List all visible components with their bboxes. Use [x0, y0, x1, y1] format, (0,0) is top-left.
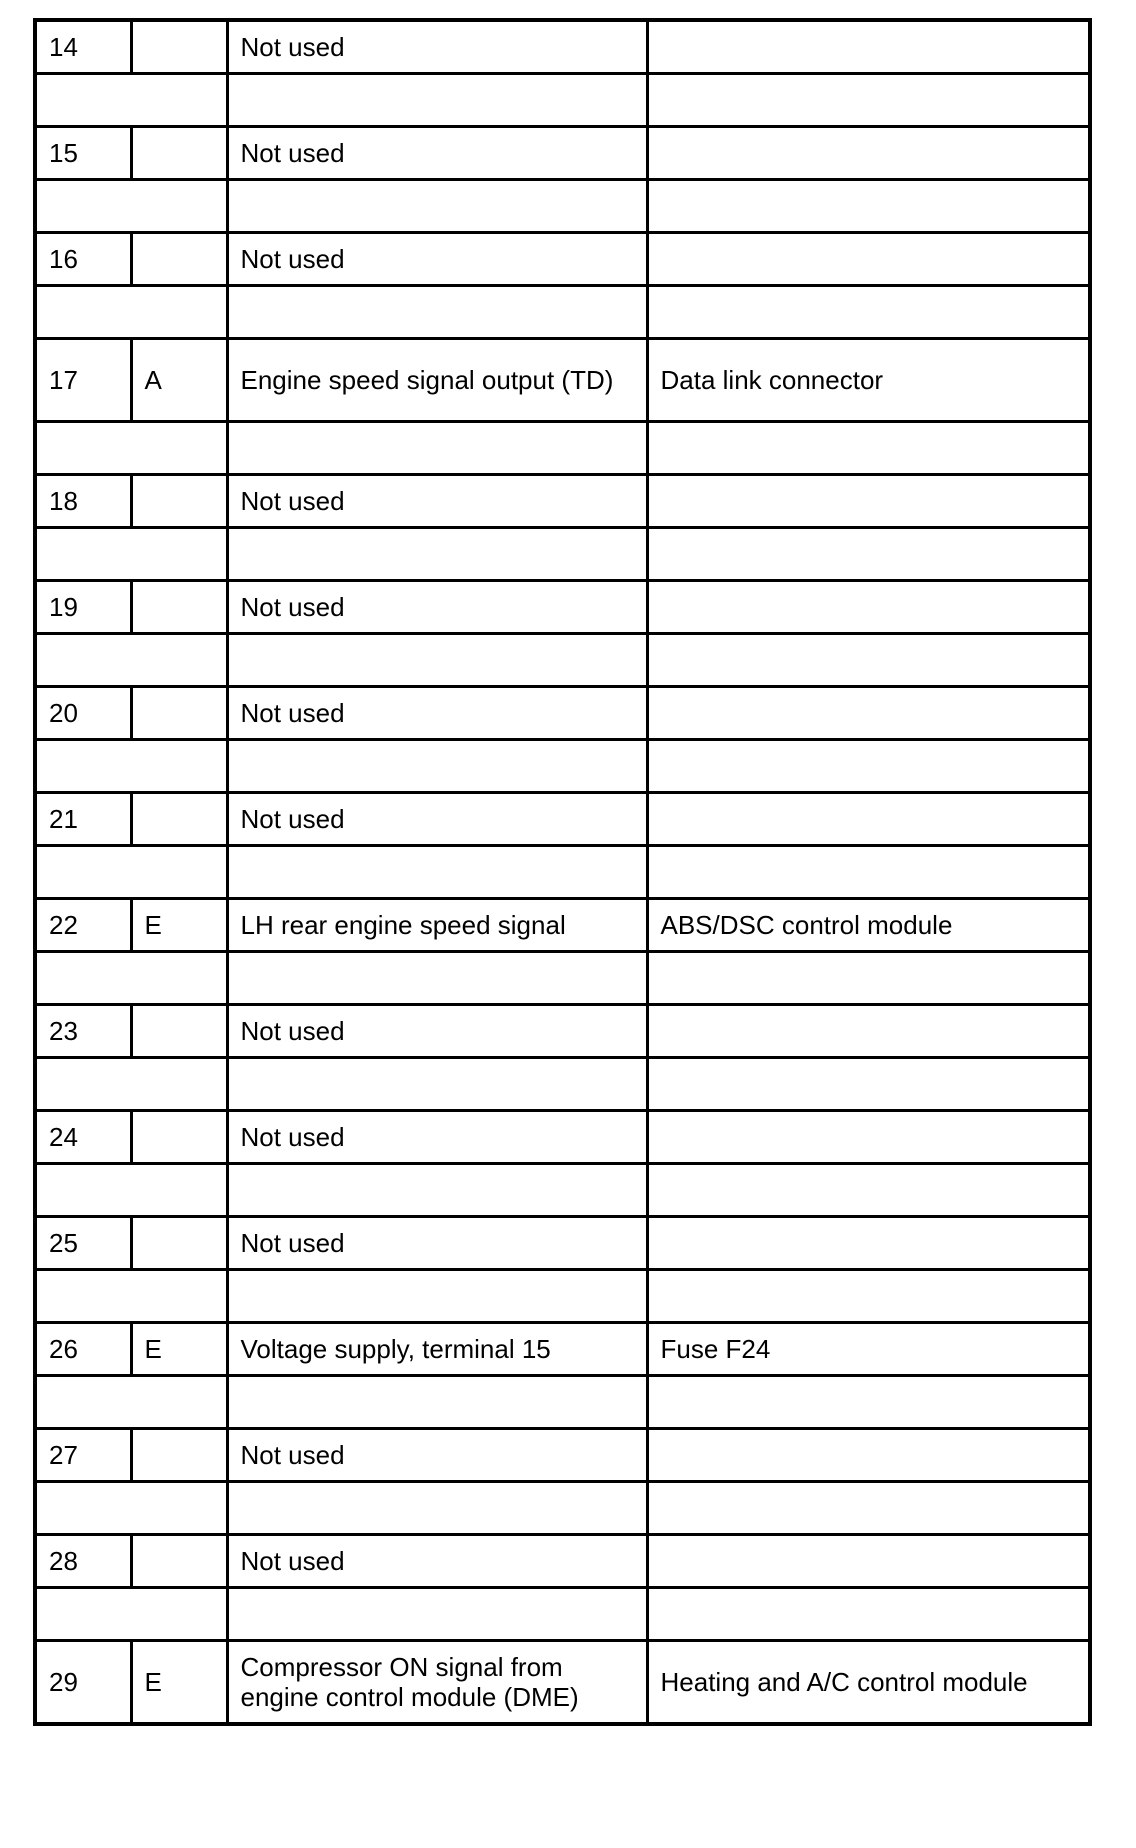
- connection-cell: [647, 1429, 1090, 1482]
- description-cell: Not used: [227, 233, 647, 286]
- pin-number-cell: 14: [35, 20, 131, 74]
- connection-cell: [647, 233, 1090, 286]
- empty-cell: [35, 1482, 227, 1535]
- empty-cell: [647, 1270, 1090, 1323]
- empty-cell: [35, 422, 227, 475]
- connection-cell: [647, 793, 1090, 846]
- connection-cell: [647, 1535, 1090, 1588]
- empty-cell: [227, 1058, 647, 1111]
- empty-cell: [227, 1376, 647, 1429]
- description-cell: Not used: [227, 793, 647, 846]
- description-cell: Engine speed signal output (TD): [227, 339, 647, 422]
- empty-cell: [227, 1270, 647, 1323]
- pin-number-cell: 16: [35, 233, 131, 286]
- signal-type-cell: [131, 793, 227, 846]
- description-cell: Voltage supply, terminal 15: [227, 1323, 647, 1376]
- connection-cell: [647, 687, 1090, 740]
- connection-cell: Fuse F24: [647, 1323, 1090, 1376]
- pin-number-cell: 29: [35, 1641, 131, 1725]
- pin-number-cell: 20: [35, 687, 131, 740]
- description-cell: Not used: [227, 1535, 647, 1588]
- empty-cell: [35, 180, 227, 233]
- empty-cell: [227, 74, 647, 127]
- spacer-row: [35, 846, 1090, 899]
- empty-cell: [227, 286, 647, 339]
- table-row: [35, 20, 1090, 74]
- empty-cell: [647, 74, 1090, 127]
- table-row: [35, 475, 1090, 528]
- pin-number-cell: 22: [35, 899, 131, 952]
- pin-table-body: [35, 20, 1090, 1724]
- spacer-row: [35, 1270, 1090, 1323]
- pin-number-cell: 26: [35, 1323, 131, 1376]
- signal-type-cell: [131, 1429, 227, 1482]
- empty-cell: [647, 422, 1090, 475]
- empty-cell: [647, 1058, 1090, 1111]
- empty-cell: [35, 74, 227, 127]
- signal-type-cell: [131, 20, 227, 74]
- description-cell: Not used: [227, 1005, 647, 1058]
- description-cell: Not used: [227, 1429, 647, 1482]
- table-row: [35, 1111, 1090, 1164]
- empty-cell: [647, 846, 1090, 899]
- empty-cell: [647, 1164, 1090, 1217]
- pin-number-cell: 15: [35, 127, 131, 180]
- empty-cell: [35, 952, 227, 1005]
- signal-type-cell: [131, 581, 227, 634]
- connection-cell: Data link connector: [647, 339, 1090, 422]
- spacer-row: [35, 74, 1090, 127]
- signal-type-cell: [131, 1535, 227, 1588]
- empty-cell: [227, 846, 647, 899]
- signal-type-cell: A: [131, 339, 227, 422]
- description-cell: Not used: [227, 475, 647, 528]
- description-cell: Not used: [227, 127, 647, 180]
- table-row: [35, 127, 1090, 180]
- empty-cell: [35, 1270, 227, 1323]
- table-row: [35, 1535, 1090, 1588]
- empty-cell: [647, 1482, 1090, 1535]
- signal-type-cell: [131, 687, 227, 740]
- pin-number-cell: 28: [35, 1535, 131, 1588]
- description-cell: Not used: [227, 1111, 647, 1164]
- empty-cell: [647, 286, 1090, 339]
- spacer-row: [35, 1164, 1090, 1217]
- pin-number-cell: 24: [35, 1111, 131, 1164]
- empty-cell: [35, 634, 227, 687]
- spacer-row: [35, 1482, 1090, 1535]
- empty-cell: [227, 1164, 647, 1217]
- signal-type-cell: [131, 1217, 227, 1270]
- pin-number-cell: 19: [35, 581, 131, 634]
- connection-cell: [647, 581, 1090, 634]
- pin-number-cell: 18: [35, 475, 131, 528]
- pin-number-cell: 25: [35, 1217, 131, 1270]
- description-cell: Not used: [227, 687, 647, 740]
- table-row: [35, 793, 1090, 846]
- empty-cell: [647, 180, 1090, 233]
- empty-cell: [227, 1588, 647, 1641]
- spacer-row: [35, 1588, 1090, 1641]
- connection-cell: [647, 475, 1090, 528]
- pin-number-cell: 27: [35, 1429, 131, 1482]
- spacer-row: [35, 180, 1090, 233]
- empty-cell: [35, 286, 227, 339]
- signal-type-cell: [131, 233, 227, 286]
- spacer-row: [35, 1058, 1090, 1111]
- signal-type-cell: [131, 1005, 227, 1058]
- empty-cell: [35, 846, 227, 899]
- pin-number-cell: 23: [35, 1005, 131, 1058]
- empty-cell: [35, 1058, 227, 1111]
- table-row: [35, 1005, 1090, 1058]
- empty-cell: [647, 1588, 1090, 1641]
- table-row: [35, 233, 1090, 286]
- signal-type-cell: [131, 1111, 227, 1164]
- empty-cell: [227, 528, 647, 581]
- connection-cell: Heating and A/C control module: [647, 1641, 1090, 1725]
- spacer-row: [35, 528, 1090, 581]
- connection-cell: [647, 20, 1090, 74]
- description-cell: Not used: [227, 1217, 647, 1270]
- empty-cell: [35, 528, 227, 581]
- connection-cell: ABS/DSC control module: [647, 899, 1090, 952]
- signal-type-cell: E: [131, 899, 227, 952]
- spacer-row: [35, 286, 1090, 339]
- empty-cell: [647, 740, 1090, 793]
- connection-cell: [647, 1217, 1090, 1270]
- description-cell: Compressor ON signal from engine control module (DME): [227, 1641, 647, 1725]
- spacer-row: [35, 952, 1090, 1005]
- empty-cell: [35, 740, 227, 793]
- description-cell: LH rear engine speed signal: [227, 899, 647, 952]
- table-row: [35, 339, 1090, 422]
- empty-cell: [647, 528, 1090, 581]
- description-cell: Not used: [227, 20, 647, 74]
- empty-cell: [647, 952, 1090, 1005]
- spacer-row: [35, 634, 1090, 687]
- table-row: [35, 1429, 1090, 1482]
- spacer-row: [35, 740, 1090, 793]
- spacer-row: [35, 1376, 1090, 1429]
- empty-cell: [35, 1164, 227, 1217]
- empty-cell: [227, 634, 647, 687]
- empty-cell: [647, 634, 1090, 687]
- signal-type-cell: [131, 127, 227, 180]
- connection-cell: [647, 1111, 1090, 1164]
- table-row: [35, 899, 1090, 952]
- empty-cell: [227, 180, 647, 233]
- table-row: [35, 1641, 1090, 1725]
- description-cell: Not used: [227, 581, 647, 634]
- empty-cell: [35, 1588, 227, 1641]
- table-row: [35, 1323, 1090, 1376]
- table-row: [35, 687, 1090, 740]
- signal-type-cell: [131, 475, 227, 528]
- empty-cell: [227, 952, 647, 1005]
- empty-cell: [227, 740, 647, 793]
- empty-cell: [35, 1376, 227, 1429]
- signal-type-cell: E: [131, 1323, 227, 1376]
- connection-cell: [647, 127, 1090, 180]
- pin-assignment-table: [33, 18, 1092, 1726]
- table-row: [35, 1217, 1090, 1270]
- pin-number-cell: 21: [35, 793, 131, 846]
- table-row: [35, 581, 1090, 634]
- empty-cell: [647, 1376, 1090, 1429]
- spacer-row: [35, 422, 1090, 475]
- empty-cell: [227, 422, 647, 475]
- pin-number-cell: 17: [35, 339, 131, 422]
- connection-cell: [647, 1005, 1090, 1058]
- signal-type-cell: E: [131, 1641, 227, 1725]
- empty-cell: [227, 1482, 647, 1535]
